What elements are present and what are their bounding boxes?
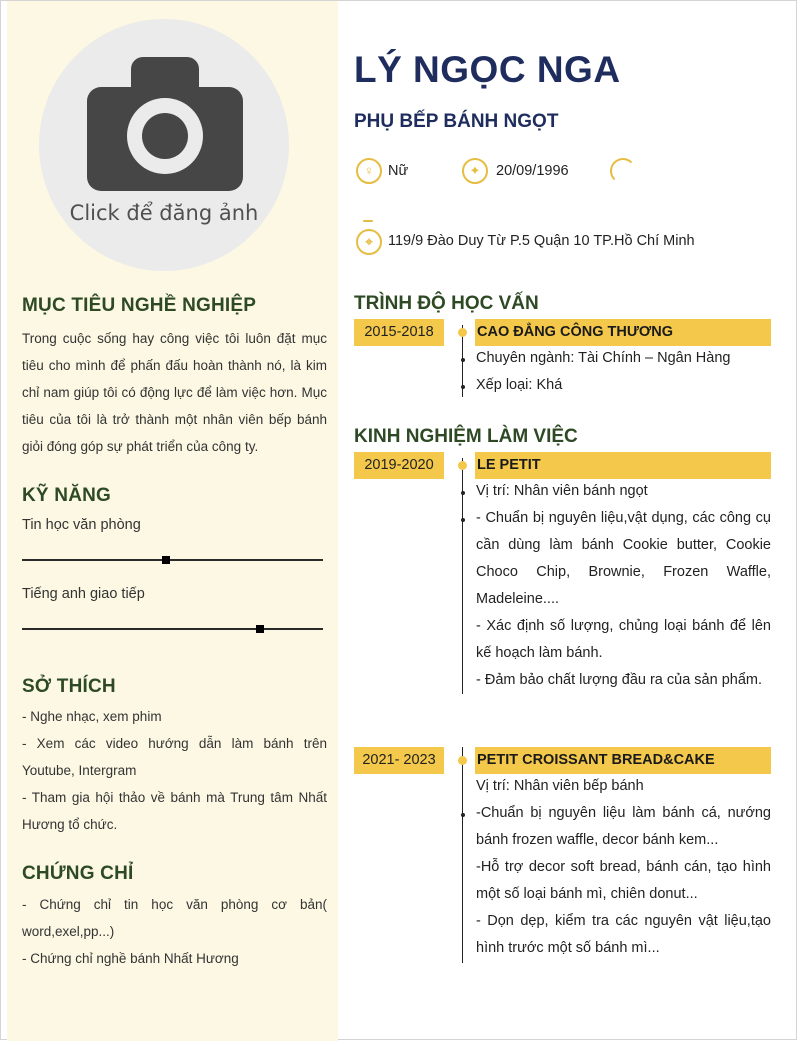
timeline-line [462, 747, 463, 963]
hobby-item: - Nghe nhạc, xem phim [22, 709, 162, 724]
certificate-item: - Chứng chỉ tin học văn phòng cơ bản( word,exel,pp...) [22, 897, 327, 939]
dob-value: 20/09/1996 [496, 163, 569, 179]
timeline-bullet [461, 385, 465, 389]
school-name: CAO ĐẲNG CÔNG THƯƠNG [475, 319, 771, 346]
timeline-dot [458, 328, 467, 337]
photo-upload-label[interactable]: Click để đăng ảnh [69, 201, 259, 225]
candidate-name: LÝ NGỌC NGA [354, 49, 621, 90]
education-item: Xếp loại: Khá [476, 377, 563, 393]
experience-title: KINH NGHIỆM LÀM VIỆC [354, 426, 578, 447]
job-item: - Đảm bảo chất lượng đầu ra của sản phẩm. [476, 672, 763, 688]
job-item: - Xác định số lượng, chủng loại bánh để lên kế hoạch làm bánh. [476, 618, 771, 661]
job-item: - Chuẩn bị nguyên liệu,vật dụng, các công cụ cần dùng làm bánh Cookie butter, Cookie Choco Chip, Brownie, Frozen Waffle, Madeleine.... [476, 510, 771, 607]
birthday-cake-icon: ✦ [462, 158, 488, 184]
education-title: TRÌNH ĐỘ HỌC VẤN [354, 293, 539, 314]
email-icon [363, 220, 373, 222]
objective-title: MỤC TIÊU NGHỀ NGHIỆP [22, 295, 257, 316]
certificate-item: - Chứng chỉ nghề bánh Nhất Hương [22, 951, 239, 966]
gender-icon: ♀ [356, 158, 382, 184]
job-item: - Dọn dẹp, kiểm tra các nguyên vật liệu,tạo hình trước một số bánh mì... [476, 913, 771, 956]
education-period: 2015-2018 [354, 319, 444, 346]
address-value: 119/9 Đào Duy Từ P.5 Quận 10 TP.Hồ Chí Minh [388, 233, 695, 249]
job-period: 2021- 2023 [354, 747, 444, 774]
job-item: -Chuẩn bị nguyên liệu làm bánh cá, nướng bánh frozen waffle, decor bánh kem... [476, 805, 771, 848]
skill-level-marker [256, 625, 264, 633]
timeline-dot [458, 756, 467, 765]
hobby-item: - Xem các video hướng dẫn làm bánh trên Youtube, Intergram [22, 736, 327, 778]
photo-upload[interactable] [39, 19, 289, 271]
certificates-title: CHỨNG CHỈ [22, 863, 134, 884]
job-item: -Hỗ trợ decor soft bread, bánh cán, tạo hình một số loại bánh mì, chiên donut... [476, 859, 771, 902]
phone-icon [610, 158, 636, 184]
company-name: PETIT CROISSANT BREAD&CAKE [475, 747, 771, 774]
job-item: Vị trí: Nhân viên bếp bánh [476, 778, 644, 794]
hobby-item: - Tham gia hội thảo về bánh mà Trung tâm Nhất Hương tổ chức. [22, 790, 327, 832]
timeline-bullet [461, 491, 465, 495]
company-name: LE PETIT [475, 452, 771, 479]
location-icon: ⌖ [356, 229, 382, 255]
education-item: Chuyên ngành: Tài Chính – Ngân Hàng [476, 350, 731, 366]
skill-level-marker [162, 556, 170, 564]
timeline-bullet [461, 813, 465, 817]
timeline-dot [458, 461, 467, 470]
hobbies-title: SỞ THÍCH [22, 676, 116, 697]
skill-bar [22, 559, 323, 561]
objective-text: Trong cuộc sống hay công việc tôi luôn đặt mục tiêu cho mình để phấn đấu hoàn thành nó, là kim chỉ nam giúp tôi có động lực để làm việc hơn. Mục tiêu của tôi là trở thành một nhân viên bếp bánh giỏi đóng góp sự phát triển của công ty. [22, 331, 327, 454]
skill-label: Tiếng anh giao tiếp [22, 586, 145, 602]
skills-title: KỸ NĂNG [22, 485, 112, 506]
job-item: Vị trí: Nhân viên bánh ngọt [476, 483, 648, 499]
sidebar [7, 1, 338, 1041]
gender-value: Nữ [388, 163, 409, 179]
camera-lens [142, 113, 188, 159]
timeline-bullet [461, 358, 465, 362]
skill-bar [22, 628, 323, 630]
job-period: 2019-2020 [354, 452, 444, 479]
skill-label: Tin học văn phòng [22, 517, 141, 533]
timeline-bullet [461, 518, 465, 522]
candidate-role: PHỤ BẾP BÁNH NGỌT [354, 111, 559, 132]
